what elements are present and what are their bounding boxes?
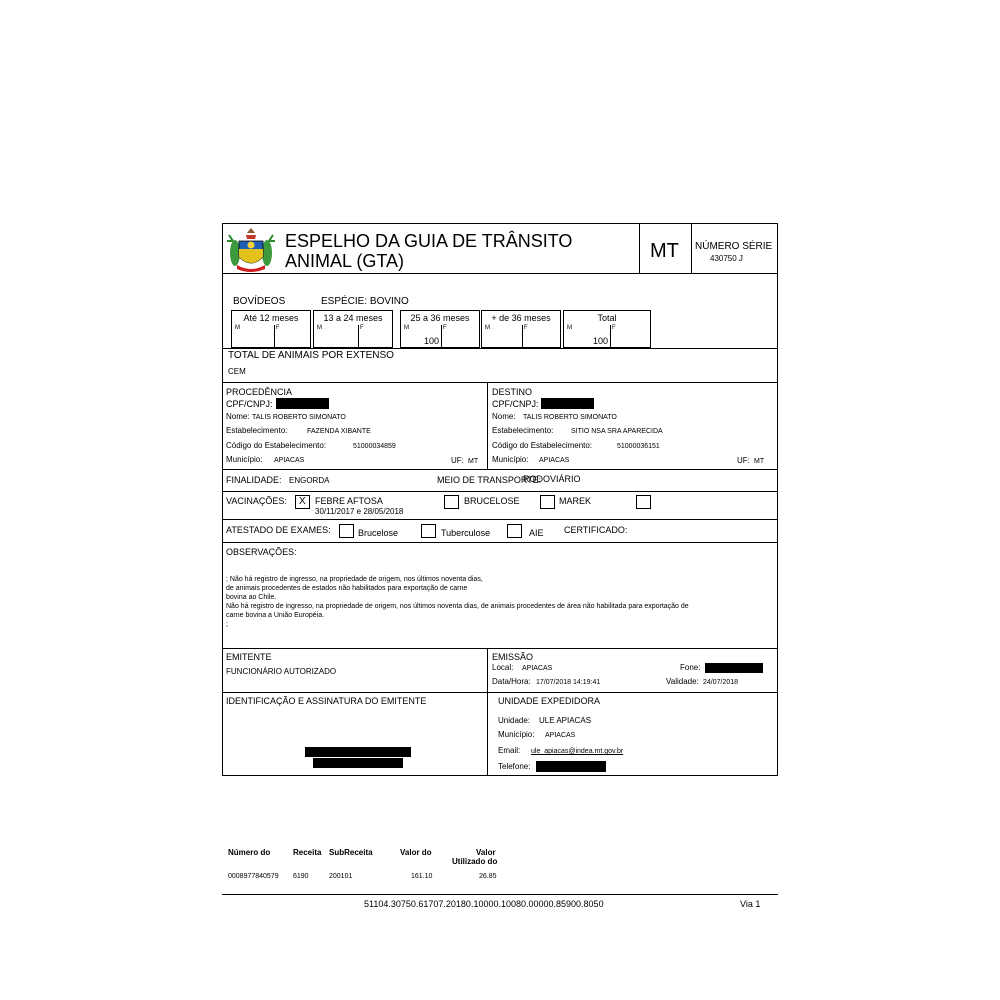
tuberculose-label: Tuberculose [441,528,491,538]
age-label: 25 a 36 meses [410,313,470,323]
destino-estab-label: Estabelecimento: [492,426,554,435]
numero-serie-label: NÚMERO SÉRIE [695,241,773,252]
observacao-line: bovina ao Chile. [226,594,277,601]
receipt-header-subreceita: SubReceita [329,848,373,857]
brucelose-exame-checkbox[interactable] [339,524,354,538]
procedencia-municipio: APIACAS [274,457,305,464]
footer-divider [222,894,778,895]
procedencia-cpf-label: CPF/CNPJ: [226,399,273,409]
destino-codigo: 51000036151 [617,443,660,450]
receipt-cell-utilizado: 26.85 [479,873,497,880]
destino-cpf-label: CPF/CNPJ: [492,399,539,409]
destino-municipio: APIACAS [539,457,570,464]
febre-aftosa-label: FEBRE AFTOSA [315,496,383,506]
emitente-title: EMITENTE [226,652,272,662]
animal-species: ESPÉCIE: BOVINO [321,296,409,307]
redacted-block [276,398,329,409]
emissao-datahora: 17/07/2018 14:19:41 [536,679,601,686]
numero-serie-value: 430750 J [710,254,743,263]
destino-estab: SITIO NSA SRA APARECIDA [571,428,663,435]
observacao-line: Não há registro de ingresso, na propriedade de origem, nos últimos noventa dias, de animais procedentes de área não habilitada para exportação de [226,603,689,610]
receipt-header-valor: Valor do [400,848,432,857]
gta-form [222,223,778,776]
extra-vacina-checkbox[interactable] [636,495,651,509]
vacinacoes-label: VACINAÇÕES: [226,496,287,506]
age-box-total: Total M F 100 [563,310,651,348]
destino-municipio-label: Município: [492,455,529,464]
procedencia-codigo: 51000034859 [353,443,396,450]
procedencia-title: PROCEDÊNCIA [226,387,293,397]
receipt-header-receita: Receita [293,848,322,857]
destino-uf: MT [754,458,765,465]
via-label: Via 1 [740,899,761,909]
procedencia-uf-label: UF: [451,456,464,465]
age-label: Até 12 meses [243,313,299,323]
marek-checkbox[interactable] [540,495,555,509]
age-value: 100 [423,336,439,346]
redacted-signature [313,758,403,768]
emissao-datahora-label: Data/Hora: [492,677,531,686]
aie-checkbox[interactable] [507,524,522,538]
febre-aftosa-checkbox[interactable] [295,495,310,509]
procedencia-nome-label: Nome: [226,412,250,421]
procedencia-codigo-label: Código do Estabelecimento: [226,441,327,450]
assinatura-title: IDENTIFICAÇÃO E ASSINATURA DO EMITENTE [226,696,427,706]
unidade-municipio-label: Município: [498,730,535,739]
receipt-cell-valor: 161.10 [411,873,433,880]
procedencia-estab-label: Estabelecimento: [226,426,288,435]
observacao-line: ; [226,621,228,628]
form-title-line1: ESPELHO DA GUIA DE TRÂNSITO [285,231,573,251]
check-mark: X [299,496,306,507]
finalidade-label: FINALIDADE: [226,475,282,485]
emissao-fone-label: Fone: [680,663,701,672]
febre-aftosa-dates: 30/11/2017 e 28/05/2018 [315,507,404,516]
receipt-header-numero: Número do [228,848,271,857]
age-label: Total [597,313,617,323]
receipt-header-utilizado: Utilizado do [452,857,498,866]
meio-transporte-value: RODOVIÁRIO [523,474,581,484]
barcode-number: 51104.30750.61707.20180.10000.10080.00000.85900.8050 [364,899,604,909]
receipt-cell-numero: 0008977840579 [228,873,279,880]
marek-label: MAREK [559,496,592,506]
state-code: MT [650,240,679,262]
total-extenso-label: TOTAL DE ANIMAIS POR EXTENSO [228,350,394,361]
destino-title: DESTINO [492,387,533,397]
procedencia-municipio-label: Município: [226,455,263,464]
animal-category: BOVÍDEOS [233,296,286,307]
redacted-signature [305,747,411,757]
receipt-cell-receita: 6190 [293,873,309,880]
destino-uf-label: UF: [737,456,750,465]
age-value: 100 [592,336,608,346]
atestado-label: ATESTADO DE EXAMES: [226,525,331,535]
procedencia-uf: MT [468,458,479,465]
observacao-line: ; Não há registro de ingresso, na propriedade de origem, nos últimos noventa dias, [226,576,483,583]
observacao-line: de animais procedentes de estados não habilitados para exportação de carne [226,585,468,592]
procedencia-estab: FAZENDA XIBANTE [307,428,371,435]
age-label: 13 a 24 meses [323,313,383,323]
age-box-0: Até 12 meses M F [231,310,311,348]
total-extenso-value: CEM [228,367,246,376]
emitente-value: FUNCIONÁRIO AUTORIZADO [226,667,337,676]
receipt-header-valor2: Valor [476,848,496,857]
emissao-validade-label: Validade: [666,677,699,686]
unidade-municipio: APIACAS [545,732,576,739]
redacted-block [705,663,763,673]
redacted-block [541,398,594,409]
tuberculose-checkbox[interactable] [421,524,436,538]
unidade-value: ULE APIACAS [539,716,592,725]
emissao-title: EMISSÃO [492,652,534,662]
receipt-cell-subreceita: 200101 [329,873,353,880]
observacoes-title: OBSERVAÇÕES: [226,547,297,557]
observacao-line: carne bovina a União Européia. [226,612,325,619]
age-box-2: 25 a 36 meses M F 100 [400,310,480,348]
certificado-label: CERTIFICADO: [564,525,628,535]
brucelose-exame-label: Brucelose [358,528,399,538]
procedencia-nome: TALIS ROBERTO SIMONATO [252,414,346,421]
emissao-validade: 24/07/2018 [703,679,739,686]
unidade-email-link[interactable]: ule_apiacas@indea.mt.gov.br [531,748,624,755]
unidade-telefone-label: Telefone: [498,762,531,771]
age-box-3: + de 36 meses M F [481,310,561,348]
age-box-1: 13 a 24 meses M F [313,310,393,348]
form-title-line2: ANIMAL (GTA) [285,251,405,271]
emissao-local: APIACAS [522,665,553,672]
aie-label: AIE [529,528,544,538]
meio-transporte-label: MEIO DE TRANSPORTE: [437,475,542,485]
redacted-block [536,761,606,772]
destino-codigo-label: Código do Estabelecimento: [492,441,593,450]
emissao-local-label: Local: [492,663,514,672]
destino-nome-label: Nome: [492,412,516,421]
brucelose-vacina-label: BRUCELOSE [464,496,520,506]
age-label: + de 36 meses [491,313,551,323]
unidade-label: Unidade: [498,716,531,725]
destino-nome: TALIS ROBERTO SIMONATO [523,414,617,421]
unidade-email-label: Email: [498,746,521,755]
unidade-title: UNIDADE EXPEDIDORA [498,696,601,706]
finalidade-value: ENGORDA [289,476,330,485]
brucelose-vacina-checkbox[interactable] [444,495,459,509]
coat-of-arms-icon [227,227,275,273]
